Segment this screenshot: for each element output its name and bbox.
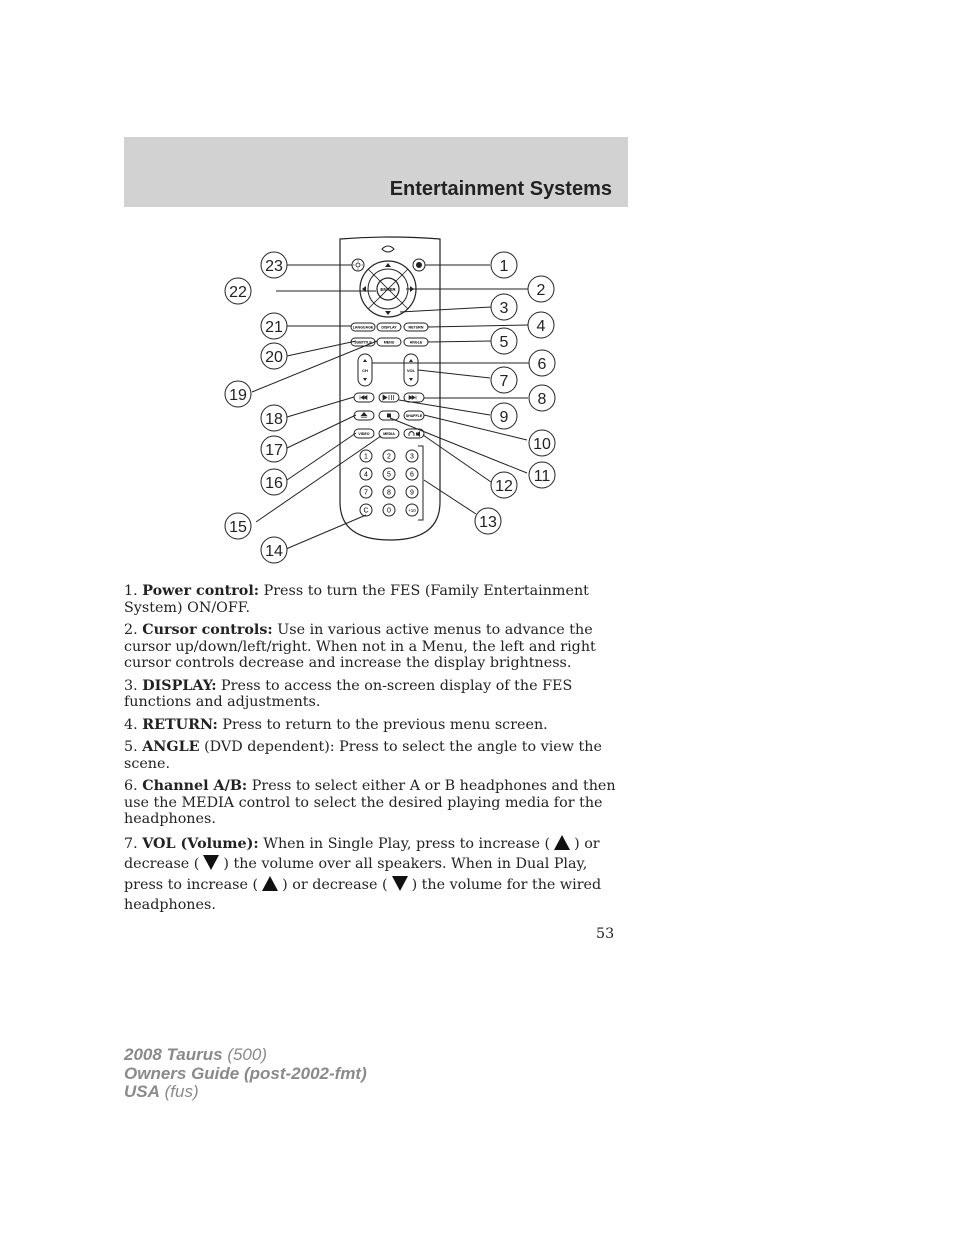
callout-2-label: 2 [536, 282, 546, 299]
return-label: RETURN [408, 325, 424, 330]
triangle-up-icon [554, 835, 570, 850]
callout-10 [529, 430, 555, 456]
keypad-label: 2 [387, 453, 391, 461]
ch-label: CH [362, 368, 368, 373]
keypad-key [360, 486, 372, 498]
callout-5 [491, 328, 517, 354]
item-5: 5. ANGLE (DVD dependent): Press to select the angle to view the scene. [124, 739, 602, 772]
keypad-key [383, 468, 395, 480]
item-list [124, 583, 628, 922]
stop-icon [387, 414, 391, 418]
menu-label: MENU [383, 340, 395, 345]
remote-control-figure [218, 232, 568, 572]
callout-3-label: 3 [499, 300, 509, 317]
callout-18-label: 18 [265, 411, 283, 428]
callout-17 [261, 436, 287, 462]
item-4: 4. RETURN: Press to return to the previous menu screen. [124, 716, 548, 733]
keypad-label: 9 [410, 489, 414, 497]
keypad-key [383, 486, 395, 498]
media-label: MEDIA [383, 432, 395, 436]
item-3: 3. DISPLAY: Press to access the on-screen display of the FES functions and adjustments. [124, 677, 573, 710]
keypad-label: 1 [364, 453, 368, 461]
callout-1-label: 1 [499, 258, 509, 275]
callout-13 [475, 508, 501, 534]
callout-6 [529, 350, 555, 376]
callout-20-label: 20 [265, 349, 283, 366]
callout-16 [261, 469, 287, 495]
callout-23-label: 23 [265, 258, 283, 275]
item-term: VOL (Volume): [142, 835, 259, 852]
item-term: DISPLAY: [142, 677, 217, 694]
callout-5-label: 5 [499, 334, 509, 351]
callout-22-label: 22 [229, 284, 247, 301]
callout-9-label: 9 [499, 409, 509, 426]
callout-3 [491, 294, 517, 320]
callout-19 [225, 381, 251, 407]
item-2: 2. Cursor controls: Use in various active menus to advance the cursor up/down/left/right. When not in a Menu, the left and right cursor controls decrease and increase the display brightness. [124, 622, 596, 671]
keypad-key [360, 504, 372, 516]
callout-14-label: 14 [265, 543, 283, 560]
section-title: Entertainment Systems [389, 178, 612, 200]
item-term: Channel A/B: [142, 778, 248, 794]
item-7: 7. VOL (Volume): When in Single Play, press to increase ( ) or decrease ( ) the volume over all speakers. When in Dual Play, press to increase ( ) or decrease ( ) the volume for the wired headphones. [124, 835, 602, 913]
item-term: RETURN: [142, 716, 218, 733]
keypad-label: 6 [410, 471, 414, 479]
callout-21 [261, 313, 287, 339]
angle-label: ANGLE [409, 340, 423, 345]
language-label: LANGUAGE [352, 325, 374, 330]
keypad-label: 5 [387, 471, 391, 479]
callout-1 [491, 252, 517, 278]
power-button [413, 259, 425, 271]
keypad-label: 3 [410, 453, 414, 461]
page-number: 53 [596, 926, 615, 942]
triangle-down-icon [392, 876, 408, 891]
item-6: 6. Channel A/B: Press to select either A or B headphones and then use the MEDIA control to select the desired playing media for the headphones. [124, 778, 616, 827]
video-label: VIDEO [358, 432, 370, 436]
keypad-key [406, 504, 418, 516]
vol-label: VOL [406, 368, 416, 373]
callout-12 [491, 472, 517, 498]
keypad-label: C [363, 507, 369, 515]
callout-13-label: 13 [479, 514, 497, 531]
keypad-label: 0 [387, 507, 391, 515]
keypad-key [406, 486, 418, 498]
remote-control-illustration [218, 232, 568, 572]
callout-6-label: 6 [537, 356, 547, 373]
callout-7-label: 7 [499, 373, 509, 390]
callout-19-label: 19 [229, 387, 247, 404]
callout-11 [529, 462, 555, 488]
callout-11-label: 11 [533, 468, 551, 485]
callout-4-label: 4 [536, 318, 546, 335]
callout-8-label: 8 [537, 391, 547, 408]
callout-14 [261, 537, 287, 563]
callout-17-label: 17 [265, 442, 283, 459]
callout-15 [225, 513, 251, 539]
keypad-label: +10 [408, 508, 416, 513]
enter-label: ENTER [380, 287, 396, 292]
callout-8 [529, 385, 555, 411]
keypad-label: 4 [364, 471, 368, 479]
keypad-key [383, 450, 395, 462]
keypad-key [383, 504, 395, 516]
brightness-button [352, 259, 364, 271]
keypad-label: 8 [387, 489, 391, 497]
item-1: 1. Power control: Press to turn the FES (Family Entertainment System) ON/OFF. [124, 583, 589, 616]
item-term: ANGLE [142, 739, 200, 755]
shuffle-label: SHUFFLE [405, 414, 423, 418]
triangle-up-icon [262, 876, 278, 891]
subtitle-label: SUBTITLE [354, 340, 372, 345]
callout-10-label: 10 [533, 436, 551, 453]
keypad-label: 7 [364, 489, 368, 497]
callout-12-label: 12 [495, 478, 513, 495]
callout-22 [225, 278, 251, 304]
callout-21-label: 21 [265, 319, 283, 336]
callout-18 [261, 405, 287, 431]
display-label: DISPLAY [381, 325, 397, 330]
callout-20 [261, 343, 287, 369]
keypad-key [360, 450, 372, 462]
callout-4 [528, 312, 554, 338]
keypad-key [360, 468, 372, 480]
callout-9 [491, 403, 517, 429]
keypad-key [406, 450, 418, 462]
item-term: Power control: [142, 583, 260, 599]
callout-23 [261, 252, 287, 278]
section-header [124, 137, 628, 207]
triangle-down-icon [203, 855, 219, 870]
callout-2 [528, 276, 554, 302]
callout-7 [491, 367, 517, 393]
keypad-key [406, 468, 418, 480]
item-term: Cursor controls: [142, 622, 273, 638]
callout-15-label: 15 [229, 519, 247, 536]
document-footer: 2008 Taurus (500) Owners Guide (post-2002-fmt) USA (fus) [124, 1045, 367, 1101]
callout-16-label: 16 [265, 475, 283, 492]
